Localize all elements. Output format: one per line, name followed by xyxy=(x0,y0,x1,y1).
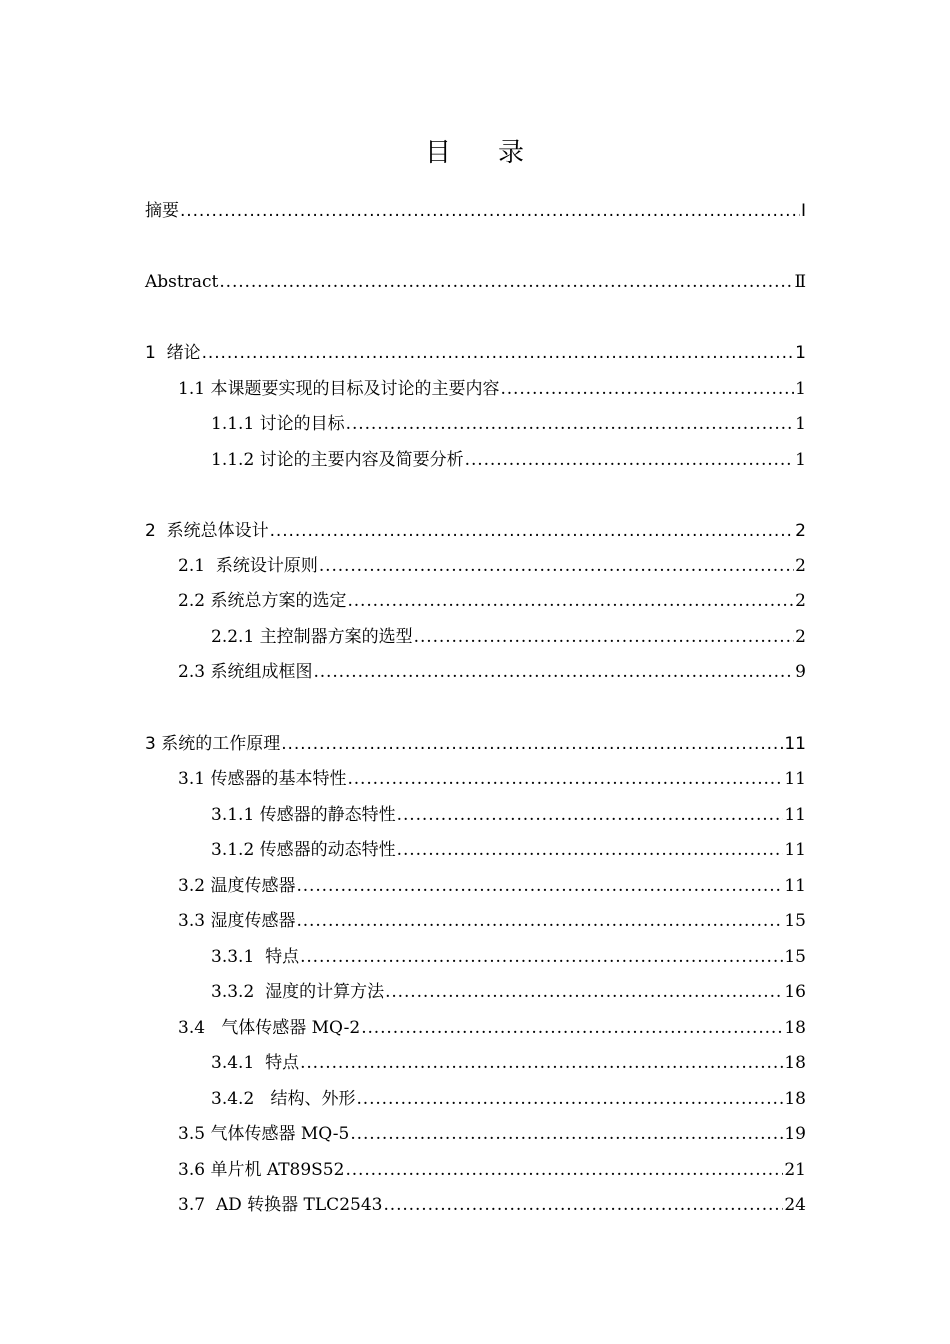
toc-leader xyxy=(397,839,784,861)
toc-entry[interactable] xyxy=(145,200,806,222)
title-char-1: 目 xyxy=(424,138,452,168)
toc-entry-label: 1.1.1 讨论的目标 xyxy=(211,414,345,434)
toc-entry-page: 9 xyxy=(795,662,806,682)
toc-entry-page: 2 xyxy=(795,556,806,576)
toc-entry-page: 1 xyxy=(795,379,806,399)
toc-entry-label: 2 系统总体设计 xyxy=(145,521,269,541)
toc-entry-page: 18 xyxy=(784,1018,806,1038)
toc-leader xyxy=(414,626,795,648)
toc-entry-label: 2.1 系统设计原则 xyxy=(178,556,318,576)
toc-entry[interactable] xyxy=(145,733,806,755)
title-char-2: 录 xyxy=(498,138,526,168)
toc-leader xyxy=(202,342,795,364)
toc-entry-page: 1 xyxy=(795,343,806,363)
toc-entry-label: 3.3 湿度传感器 xyxy=(178,911,296,931)
toc-entry-label: 3.7 AD 转换器 TLC2543 xyxy=(178,1195,383,1215)
toc-entry[interactable] xyxy=(211,839,806,861)
toc-entry-page: 2 xyxy=(795,521,806,541)
toc-entry-label: 3.3.2 湿度的计算方法 xyxy=(211,982,385,1002)
toc-leader xyxy=(397,804,784,826)
toc-leader xyxy=(385,981,783,1003)
toc-entry-page: 15 xyxy=(784,947,806,967)
toc-entry-label: 2.2 系统总方案的选定 xyxy=(178,591,347,611)
toc-entry-label: 3.2 温度传感器 xyxy=(178,876,296,896)
toc-entry[interactable] xyxy=(178,768,806,790)
toc-entry-page: I xyxy=(800,201,806,221)
toc-leader xyxy=(361,1017,783,1039)
toc-leader xyxy=(347,768,783,790)
toc-entry-page: 16 xyxy=(784,982,806,1002)
toc-leader xyxy=(345,1159,783,1181)
toc-entry-page: 18 xyxy=(784,1053,806,1073)
toc-leader xyxy=(346,413,795,435)
toc-entry-page: 19 xyxy=(784,1124,806,1144)
toc-entry-page: Ⅱ xyxy=(794,272,806,292)
toc-entry-page: 21 xyxy=(784,1160,806,1180)
toc-entry-page: 2 xyxy=(795,591,806,611)
toc-entry-page: 11 xyxy=(784,840,806,860)
toc-entry-label: Abstract xyxy=(145,272,219,292)
toc-entry-label: 3.4.2 结构、外形 xyxy=(211,1089,356,1109)
toc-entry-page: 18 xyxy=(784,1089,806,1109)
toc-leader xyxy=(350,1123,783,1145)
toc-entry[interactable] xyxy=(178,661,806,683)
toc-leader xyxy=(356,1088,783,1110)
toc-entry-label: 3.3.1 特点 xyxy=(211,947,300,967)
toc-leader xyxy=(500,378,794,400)
toc-leader xyxy=(383,1194,783,1216)
toc-entry[interactable] xyxy=(145,342,806,364)
toc-entry[interactable] xyxy=(178,378,806,400)
toc-entry-label: 2.3 系统组成框图 xyxy=(178,662,313,682)
toc-entry-page: 11 xyxy=(784,769,806,789)
toc-entry-label: 1.1 本课题要实现的目标及讨论的主要内容 xyxy=(178,379,500,399)
toc-entry[interactable] xyxy=(211,1088,806,1110)
toc-leader xyxy=(319,555,794,577)
toc-entry-label: 3.6 单片机 AT89S52 xyxy=(178,1160,345,1180)
toc-entry[interactable] xyxy=(211,946,806,968)
toc-entry-page: 2 xyxy=(795,627,806,647)
toc-leader xyxy=(300,1052,783,1074)
toc-leader xyxy=(270,520,795,542)
toc-entry-label: 1.1.2 讨论的主要内容及简要分析 xyxy=(211,450,464,470)
toc-entry-label: 2.2.1 主控制器方案的选型 xyxy=(211,627,413,647)
toc-entry-page: 15 xyxy=(784,911,806,931)
toc-entry-label: 摘要 xyxy=(145,201,179,221)
toc-entry-label: 3.4.1 特点 xyxy=(211,1053,300,1073)
toc-leader xyxy=(219,271,793,293)
toc-entry[interactable] xyxy=(178,590,806,612)
toc-entry[interactable] xyxy=(145,520,806,542)
toc-entry[interactable] xyxy=(178,1159,806,1181)
toc-entry-label: 3.1 传感器的基本特性 xyxy=(178,769,347,789)
toc-entry-page: 1 xyxy=(795,414,806,434)
toc-entry[interactable] xyxy=(211,804,806,826)
toc-entry[interactable] xyxy=(211,981,806,1003)
toc-entry[interactable] xyxy=(178,1194,806,1216)
toc-entry-label: 3.5 气体传感器 MQ-5 xyxy=(178,1124,350,1144)
toc-entry-page: 11 xyxy=(784,805,806,825)
toc-entry[interactable] xyxy=(145,271,806,293)
toc-leader xyxy=(296,875,783,897)
toc-entry[interactable] xyxy=(178,910,806,932)
toc-entry-label: 3.1.2 传感器的动态特性 xyxy=(211,840,396,860)
toc-entry-label: 3 系统的工作原理 xyxy=(145,734,281,754)
toc-entry-page: 1 xyxy=(795,450,806,470)
toc-entry[interactable] xyxy=(211,449,806,471)
toc-entry-label: 1 绪论 xyxy=(145,343,201,363)
page-title xyxy=(0,132,950,169)
toc-entry-page: 11 xyxy=(784,734,806,754)
toc-leader xyxy=(465,449,795,471)
toc-leader xyxy=(300,946,783,968)
toc-entry[interactable] xyxy=(178,1123,806,1145)
toc-leader xyxy=(313,661,794,683)
toc-leader xyxy=(347,590,794,612)
toc-entry[interactable] xyxy=(211,626,806,648)
toc-entry[interactable] xyxy=(178,1017,806,1039)
toc-entry-page: 24 xyxy=(784,1195,806,1215)
toc-leader xyxy=(281,733,783,755)
toc-leader xyxy=(180,200,800,222)
toc-entry-label: 3.4 气体传感器 MQ-2 xyxy=(178,1018,361,1038)
toc-entry[interactable] xyxy=(178,875,806,897)
toc-entry-page: 11 xyxy=(784,876,806,896)
toc-entry-label: 3.1.1 传感器的静态特性 xyxy=(211,805,396,825)
toc-leader xyxy=(296,910,783,932)
toc-entry[interactable] xyxy=(211,413,806,435)
toc-entry[interactable] xyxy=(178,555,806,577)
toc-entry[interactable] xyxy=(211,1052,806,1074)
